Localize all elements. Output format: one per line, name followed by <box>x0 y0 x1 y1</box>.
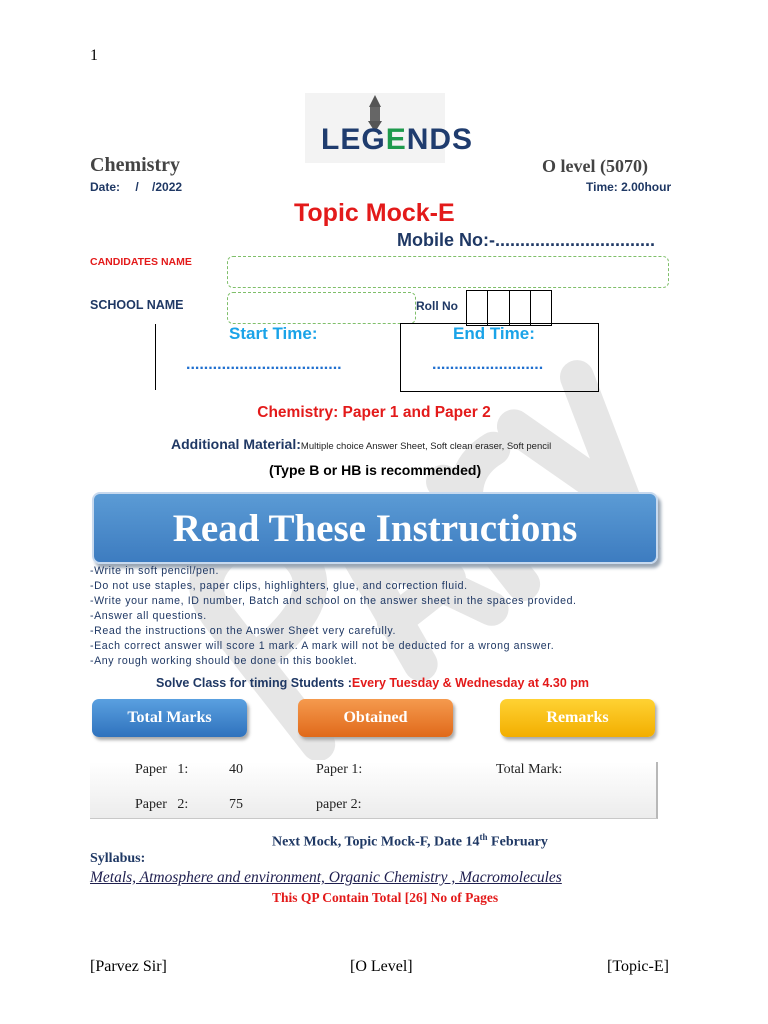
instruction-item: -Write your name, ID number, Batch and school on the answer sheet in the spaces provided. <box>90 595 577 607</box>
additional-material-label: Additional Material: <box>171 436 301 452</box>
instruction-item: -Write in soft pencil/pen. <box>90 565 220 577</box>
roll-no-box[interactable] <box>488 291 509 325</box>
instruction-item: -Do not use staples, paper clips, highlighters, glue, and correction fluid. <box>90 580 468 592</box>
logo-letter: L <box>321 123 341 156</box>
candidate-name-input[interactable] <box>227 256 669 288</box>
instruction-item: -Each correct answer will score 1 mark. A mark will not be deducted for a wrong answer. <box>90 640 555 652</box>
roll-no-boxes[interactable] <box>466 290 552 326</box>
roll-no-box[interactable] <box>510 291 531 325</box>
solve-class-note <box>156 676 589 690</box>
additional-material <box>171 436 551 454</box>
date-value: / /2022 <box>135 180 183 194</box>
start-time-label: Start Time: <box>229 324 318 343</box>
mobile-field <box>397 230 655 251</box>
roll-no-box[interactable] <box>467 291 488 325</box>
instruction-item: -Read the instructions on the Answer Sheet very carefully. <box>90 625 397 637</box>
school-name-input[interactable] <box>227 292 416 324</box>
school-name-label: SCHOOL NAME <box>90 298 184 312</box>
additional-material-text: Multiple choice Answer Sheet, Soft clean eraser, Soft pencil <box>300 441 552 452</box>
pages-note: This QP Contain Total [26] No of Pages <box>272 890 499 905</box>
footer-center: [O Level] <box>350 958 413 975</box>
next-mock-note <box>272 832 548 851</box>
footer-left: [Parvez Sir] <box>90 958 167 975</box>
logo-letter: D <box>429 123 453 156</box>
syllabus-label: Syllabus: <box>90 851 146 866</box>
marks-table <box>90 762 658 820</box>
date-field <box>90 180 182 194</box>
date-label: Date: <box>90 180 121 194</box>
end-time-dots: ......................... <box>432 356 544 373</box>
remarks-button[interactable]: Remarks <box>500 699 655 737</box>
logo-letter: G <box>361 123 386 156</box>
logo-letter: E <box>340 123 362 156</box>
total-marks-button[interactable]: Total Marks <box>92 699 247 737</box>
instruction-item: -Any rough working should be done in this booklet. <box>90 655 358 667</box>
paper-heading-text: Chemistry: Paper 1 and Paper 2 <box>257 404 491 421</box>
solve-class-label: Solve Class for timing Students : <box>156 676 352 690</box>
logo-letter: S <box>452 123 474 156</box>
next-mock-month: February <box>487 834 548 850</box>
level-label: O level (5070) <box>542 156 648 176</box>
paper1-label: Paper 1: <box>135 762 189 777</box>
instruction-item: -Answer all questions. <box>90 610 207 622</box>
total-mark-label: Total Mark: <box>496 762 563 777</box>
page-number: 1 <box>90 47 98 64</box>
instructions-banner: Read These Instructions <box>92 492 658 564</box>
paper2-total: 75 <box>229 797 243 812</box>
paper2-label: Paper 2: <box>135 797 189 812</box>
legends-logo <box>305 93 474 163</box>
page-title: Topic Mock-E <box>294 199 455 227</box>
roll-no-label: Roll No <box>416 299 458 313</box>
instructions-list <box>90 564 577 669</box>
mobile-label: Mobile No:- <box>397 230 495 250</box>
candidate-name-label: CANDIDATES NAME <box>90 256 192 268</box>
footer-right: [Topic-E] <box>607 958 669 975</box>
logo-text <box>321 123 473 157</box>
paper-heading <box>0 404 768 422</box>
end-time-label: End Time: <box>453 324 535 343</box>
next-mock-sup: th <box>479 832 488 842</box>
paper2-obtained: paper 2: <box>316 797 362 812</box>
paper1-obtained: Paper 1: <box>316 762 363 777</box>
obtained-button[interactable]: Obtained <box>298 699 453 737</box>
time-label: Time: 2.00hour <box>586 180 672 194</box>
mobile-dots: ................................ <box>494 230 656 250</box>
logo-letter: N <box>406 123 430 156</box>
divider <box>155 324 156 390</box>
paper1-total: 40 <box>229 762 243 777</box>
next-mock-text: Next Mock, Topic Mock-F, Date 14 <box>272 834 480 850</box>
pencil-type-note: (Type B or HB is recommended) <box>269 462 482 478</box>
logo-letter: E <box>385 123 407 156</box>
subject-label: Chemistry <box>90 154 180 176</box>
solve-class-schedule: Every Tuesday & Wednesday at 4.30 pm <box>351 676 590 690</box>
syllabus-text: Metals, Atmosphere and environment, Organic Chemistry , Macromolecules <box>90 869 562 886</box>
start-time-dots: ................................... <box>186 356 342 373</box>
roll-no-box[interactable] <box>531 291 551 325</box>
